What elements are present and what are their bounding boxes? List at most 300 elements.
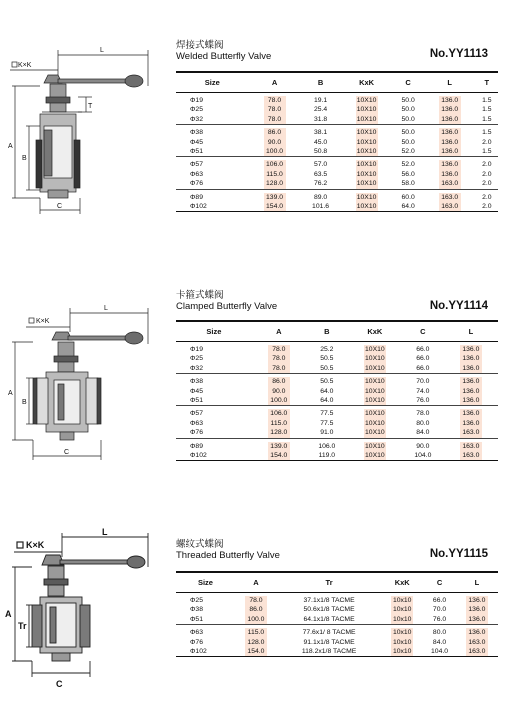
table-row	[176, 374, 498, 387]
table-row	[176, 157, 498, 170]
cell-value: 136.0	[466, 596, 488, 605]
table-cell	[235, 638, 277, 647]
cell-value: 76.2	[313, 180, 328, 188]
column-header: C	[402, 321, 444, 342]
table-row	[176, 202, 498, 212]
cell-value: 10X10	[365, 346, 385, 353]
table-cell	[176, 625, 235, 638]
table-cell	[176, 147, 249, 157]
table-cell	[476, 125, 498, 138]
table-cell	[348, 354, 402, 363]
cell-value: Φ102	[190, 648, 207, 656]
cell-value: 63.5	[313, 170, 328, 178]
cell-value: Φ25	[190, 355, 203, 363]
table-cell	[300, 125, 340, 138]
column-header: KxK	[341, 72, 393, 93]
table-cell	[476, 147, 498, 157]
table-cell	[176, 202, 249, 212]
table-cell	[476, 170, 498, 179]
table-cell	[306, 354, 348, 363]
column-header: KxK	[348, 321, 402, 342]
cell-value: 10X10	[356, 170, 377, 178]
table-cell	[341, 125, 393, 138]
table-cell	[402, 428, 444, 438]
table-cell	[341, 115, 393, 125]
dim-c-label: C	[56, 679, 63, 689]
cell-value: 77.6x1/ 8 TACME	[302, 629, 356, 637]
table-cell	[341, 147, 393, 157]
cell-value: 50.0	[401, 106, 415, 114]
table-cell	[249, 189, 301, 202]
table-cell	[176, 419, 252, 428]
dim-kxk-label: K×K	[26, 540, 45, 550]
cell-value: 136.0	[460, 387, 482, 396]
table-cell	[444, 451, 498, 461]
table-row	[176, 105, 498, 114]
dim-c-label: C	[64, 449, 70, 456]
table-cell	[176, 125, 249, 138]
table-row	[176, 342, 498, 355]
cell-value: 136.0	[439, 147, 461, 156]
table-cell	[423, 647, 456, 657]
table-cell	[235, 615, 277, 625]
table-cell	[176, 406, 252, 419]
cell-value: 25.2	[320, 346, 334, 353]
cell-value: 80.0	[416, 419, 430, 427]
table-row	[176, 419, 498, 428]
table-cell	[348, 396, 402, 406]
column-header: T	[476, 72, 498, 93]
cell-value: 139.0	[268, 442, 290, 451]
cell-value: 136.0	[460, 345, 482, 354]
table-header-row	[176, 72, 498, 93]
cell-value: 45.0	[313, 138, 328, 146]
cell-value: 50.5	[320, 378, 334, 386]
table-cell	[249, 179, 301, 189]
cell-value: Φ32	[190, 364, 203, 372]
table-cell	[249, 115, 301, 125]
cell-value: 86.0	[268, 377, 290, 386]
cell-value: 10x10	[392, 606, 412, 614]
cell-value: 74.0	[416, 387, 430, 395]
cell-value: Φ38	[190, 606, 203, 614]
column-header: Tr	[277, 572, 381, 593]
dim-b-label: B	[22, 399, 27, 406]
cell-value: 10X10	[365, 419, 385, 427]
table-cell	[306, 451, 348, 461]
table-cell	[300, 105, 340, 114]
valve-section-clamped	[0, 280, 508, 480]
table-cell	[381, 625, 423, 638]
column-header: L	[444, 321, 498, 342]
table-cell	[444, 406, 498, 419]
table-row	[176, 438, 498, 451]
table-cell	[402, 354, 444, 363]
table-cell	[348, 387, 402, 396]
cell-value: 101.6	[312, 203, 330, 211]
table-cell	[176, 438, 252, 451]
cell-value: 136.0	[460, 377, 482, 386]
table-cell	[424, 189, 476, 202]
table-row	[176, 451, 498, 461]
cell-value: 25.4	[313, 106, 328, 114]
cell-value: 2.0	[482, 193, 492, 201]
valve-section-welded	[0, 0, 508, 240]
table-cell	[176, 451, 252, 461]
table-header-row	[176, 321, 498, 342]
table-cell	[476, 202, 498, 212]
cell-value: 2.0	[482, 170, 492, 178]
table-row	[176, 179, 498, 189]
table-cell	[252, 364, 306, 374]
table-cell	[476, 189, 498, 202]
column-header: Size	[176, 572, 235, 593]
cell-value: 10X10	[365, 387, 385, 395]
dim-l-label: L	[102, 527, 108, 537]
table-cell	[456, 593, 498, 606]
cell-value: 128.0	[268, 428, 290, 437]
table-cell	[277, 625, 381, 638]
table-cell	[393, 115, 424, 125]
cell-value: Φ57	[190, 161, 203, 169]
cell-value: Φ76	[190, 180, 203, 188]
dim-tr-label: Tr	[18, 621, 27, 631]
cell-value: 50.0	[401, 97, 415, 104]
cell-value: 2.0	[482, 180, 492, 188]
table-cell	[306, 406, 348, 419]
cell-value: 50.8	[313, 148, 328, 156]
cell-value: Φ102	[190, 203, 207, 211]
table-cell	[306, 374, 348, 387]
table-cell	[252, 374, 306, 387]
table-cell	[348, 342, 402, 355]
cell-value: 76.0	[416, 397, 430, 405]
valve-section-threaded	[0, 525, 508, 705]
model-number: No.YY1115	[429, 548, 488, 560]
table-cell	[249, 157, 301, 170]
cell-value: 66.0	[416, 346, 430, 353]
cell-value: 118.2x1/8 TACME	[301, 648, 357, 656]
table-cell	[456, 615, 498, 625]
cell-value: 10x10	[392, 629, 412, 637]
table-cell	[402, 406, 444, 419]
cell-value: Φ25	[190, 597, 203, 604]
table-cell	[176, 593, 235, 606]
table-cell	[424, 105, 476, 114]
title-en: Clamped Butterfly Valve	[176, 301, 278, 312]
table-cell	[393, 147, 424, 157]
table-cell	[252, 438, 306, 451]
cell-value: 136.0	[439, 105, 461, 114]
cell-value: 136.0	[460, 409, 482, 418]
cell-value: 10X10	[356, 115, 377, 123]
cell-value: 90.0	[416, 442, 430, 450]
cell-value: 78.0	[264, 96, 286, 105]
cell-value: 78.0	[264, 115, 286, 124]
cell-value: 10x10	[392, 597, 412, 604]
table-row	[176, 364, 498, 374]
clamped-valve-drawing	[0, 280, 170, 480]
cell-value: 50.5	[320, 364, 334, 372]
table-cell	[176, 189, 249, 202]
table-cell	[402, 364, 444, 374]
table-cell	[381, 638, 423, 647]
table-cell	[402, 396, 444, 406]
cell-value: 10X10	[365, 364, 385, 372]
table-cell	[277, 638, 381, 647]
table-cell	[176, 354, 252, 363]
cell-value: 31.8	[313, 115, 328, 123]
cell-value: 128.0	[264, 179, 286, 188]
table-cell	[402, 419, 444, 428]
dim-l-label: L	[104, 305, 108, 312]
table-cell	[341, 170, 393, 179]
table-cell	[235, 605, 277, 614]
table-cell	[393, 93, 424, 106]
dim-a-label: A	[8, 143, 13, 150]
cell-value: 78.0	[268, 364, 290, 373]
table-cell	[476, 138, 498, 147]
table-cell	[423, 625, 456, 638]
column-header: B	[300, 72, 340, 93]
cell-value: 80.0	[432, 629, 447, 637]
table-cell	[393, 157, 424, 170]
column-header: KxK	[381, 572, 423, 593]
table-cell	[341, 202, 393, 212]
table-cell	[348, 451, 402, 461]
table-cell	[176, 428, 252, 438]
cell-value: 154.0	[264, 202, 286, 211]
table-cell	[393, 105, 424, 114]
cell-value: 66.0	[416, 355, 430, 363]
cell-value: 50.0	[401, 129, 415, 137]
table-cell	[424, 93, 476, 106]
table-cell	[176, 374, 252, 387]
table-cell	[252, 428, 306, 438]
cell-value: 115.0	[264, 170, 286, 179]
table-row	[176, 396, 498, 406]
table-cell	[444, 364, 498, 374]
table-cell	[348, 419, 402, 428]
table-cell	[300, 189, 340, 202]
table-cell	[252, 354, 306, 363]
dim-a-label: A	[8, 390, 13, 397]
table-cell	[402, 342, 444, 355]
model-number: No.YY1114	[429, 300, 488, 312]
cell-value: 100.0	[245, 615, 267, 624]
column-header: C	[423, 572, 456, 593]
cell-value: 70.0	[432, 606, 447, 614]
table-cell	[176, 179, 249, 189]
table-cell	[348, 406, 402, 419]
cell-value: 154.0	[268, 451, 290, 460]
table-cell	[252, 419, 306, 428]
cell-value: Φ45	[190, 387, 203, 395]
table-row	[176, 93, 498, 106]
cell-value: 78.0	[416, 410, 430, 418]
table-cell	[306, 428, 348, 438]
cell-value: Φ89	[190, 442, 203, 450]
cell-value: 115.0	[268, 419, 290, 428]
table-cell	[444, 354, 498, 363]
cell-value: 91.1x1/8 TACME	[303, 638, 355, 646]
table-cell	[444, 396, 498, 406]
cell-value: 86.0	[245, 605, 267, 614]
column-header: Size	[176, 321, 252, 342]
table-row	[176, 406, 498, 419]
cell-value: 136.0	[460, 419, 482, 428]
table-cell	[444, 342, 498, 355]
table-cell	[341, 105, 393, 114]
table-cell	[176, 605, 235, 614]
cell-value: Φ102	[190, 452, 207, 460]
table-cell	[176, 396, 252, 406]
table-cell	[424, 138, 476, 147]
table-cell	[444, 374, 498, 387]
table-cell	[300, 179, 340, 189]
table-cell	[176, 157, 249, 170]
table-cell	[300, 147, 340, 157]
cell-value: 84.0	[432, 638, 447, 646]
table-cell	[306, 438, 348, 451]
table-row	[176, 638, 498, 647]
table-cell	[277, 605, 381, 614]
table-cell	[306, 387, 348, 396]
table-cell	[306, 419, 348, 428]
cell-value: 163.0	[460, 451, 482, 460]
cell-value: 37.1x1/8 TACME	[303, 597, 355, 604]
dim-c-label: C	[57, 203, 63, 210]
table-cell	[176, 138, 249, 147]
threaded-valve-drawing	[0, 525, 170, 705]
table-cell	[381, 593, 423, 606]
table-cell	[476, 105, 498, 114]
cell-value: Φ38	[190, 378, 203, 386]
table-cell	[476, 115, 498, 125]
table-cell	[252, 342, 306, 355]
table-cell	[476, 93, 498, 106]
cell-value: 136.0	[460, 396, 482, 405]
table-row	[176, 125, 498, 138]
title-zh: 焊接式蝶阀	[176, 40, 224, 51]
cell-value: Φ76	[190, 638, 203, 646]
cell-value: 78.0	[264, 105, 286, 114]
cell-value: 136.0	[466, 628, 488, 637]
cell-value: 90.0	[268, 387, 290, 396]
cell-value: 136.0	[466, 615, 488, 624]
cell-value: 106.0	[318, 442, 336, 450]
table-cell	[249, 105, 301, 114]
cell-value: 163.0	[466, 638, 488, 647]
cell-value: 52.0	[401, 161, 415, 169]
cell-value: 77.5	[320, 410, 334, 418]
table-cell	[249, 93, 301, 106]
table-cell	[341, 189, 393, 202]
cell-value: 100.0	[268, 396, 290, 405]
cell-value: 10X10	[356, 106, 377, 114]
cell-value: 77.5	[320, 419, 334, 427]
cell-value: 163.0	[439, 193, 461, 202]
table-cell	[456, 625, 498, 638]
cell-value: 106.0	[268, 409, 290, 418]
table-cell	[348, 428, 402, 438]
table-cell	[176, 647, 235, 657]
dim-l-label: L	[100, 47, 104, 54]
cell-value: 78.0	[245, 596, 267, 605]
cell-value: Φ63	[190, 419, 203, 427]
cell-value: 136.0	[439, 115, 461, 124]
cell-value: 136.0	[439, 128, 461, 137]
cell-value: Φ51	[190, 148, 203, 156]
table-cell	[300, 157, 340, 170]
cell-value: Φ25	[190, 106, 203, 114]
column-header: A	[252, 321, 306, 342]
cell-value: 50.0	[401, 138, 415, 146]
cell-value: 89.0	[313, 193, 328, 201]
title-en: Welded Butterfly Valve	[176, 51, 272, 62]
welded-title-block	[176, 40, 498, 70]
welded-valve-drawing	[0, 0, 170, 240]
cell-value: 100.0	[264, 147, 286, 156]
cell-value: 57.0	[313, 161, 328, 169]
table-cell	[444, 428, 498, 438]
table-cell	[176, 170, 249, 179]
table-cell	[176, 364, 252, 374]
cell-value: 1.5	[482, 129, 492, 137]
column-header: A	[249, 72, 301, 93]
table-cell	[393, 179, 424, 189]
table-row	[176, 605, 498, 614]
column-header: Size	[176, 72, 249, 93]
table-cell	[277, 593, 381, 606]
table-cell	[456, 638, 498, 647]
table-cell	[176, 387, 252, 396]
table-cell	[476, 179, 498, 189]
cell-value: 64.0	[320, 387, 334, 395]
cell-value: 64.0	[320, 397, 334, 405]
cell-value: Φ89	[190, 193, 203, 201]
table-cell	[300, 202, 340, 212]
cell-value: 10X10	[356, 203, 377, 211]
table-cell	[252, 396, 306, 406]
cell-value: 10x10	[392, 638, 412, 646]
cell-value: 136.0	[466, 605, 488, 614]
table-cell	[424, 157, 476, 170]
cell-value: 104.0	[431, 648, 449, 656]
table-cell	[423, 615, 456, 625]
cell-value: 70.0	[416, 378, 430, 386]
cell-value: 66.0	[432, 597, 447, 604]
cell-value: 136.0	[439, 160, 461, 169]
table-row	[176, 170, 498, 179]
table-row	[176, 615, 498, 625]
table-cell	[381, 605, 423, 614]
cell-value: 10X10	[356, 193, 377, 201]
table-cell	[249, 138, 301, 147]
table-cell	[300, 138, 340, 147]
table-cell	[341, 157, 393, 170]
cell-value: 86.0	[264, 128, 286, 137]
clamped-title-block	[176, 290, 498, 320]
cell-value: Φ45	[190, 138, 203, 146]
table-cell	[341, 179, 393, 189]
cell-value: 163.0	[466, 647, 488, 656]
table-cell	[393, 125, 424, 138]
cell-value: 10X10	[356, 161, 377, 169]
cell-value: Φ57	[190, 410, 203, 418]
cell-value: 38.1	[313, 129, 328, 137]
table-cell	[277, 615, 381, 625]
